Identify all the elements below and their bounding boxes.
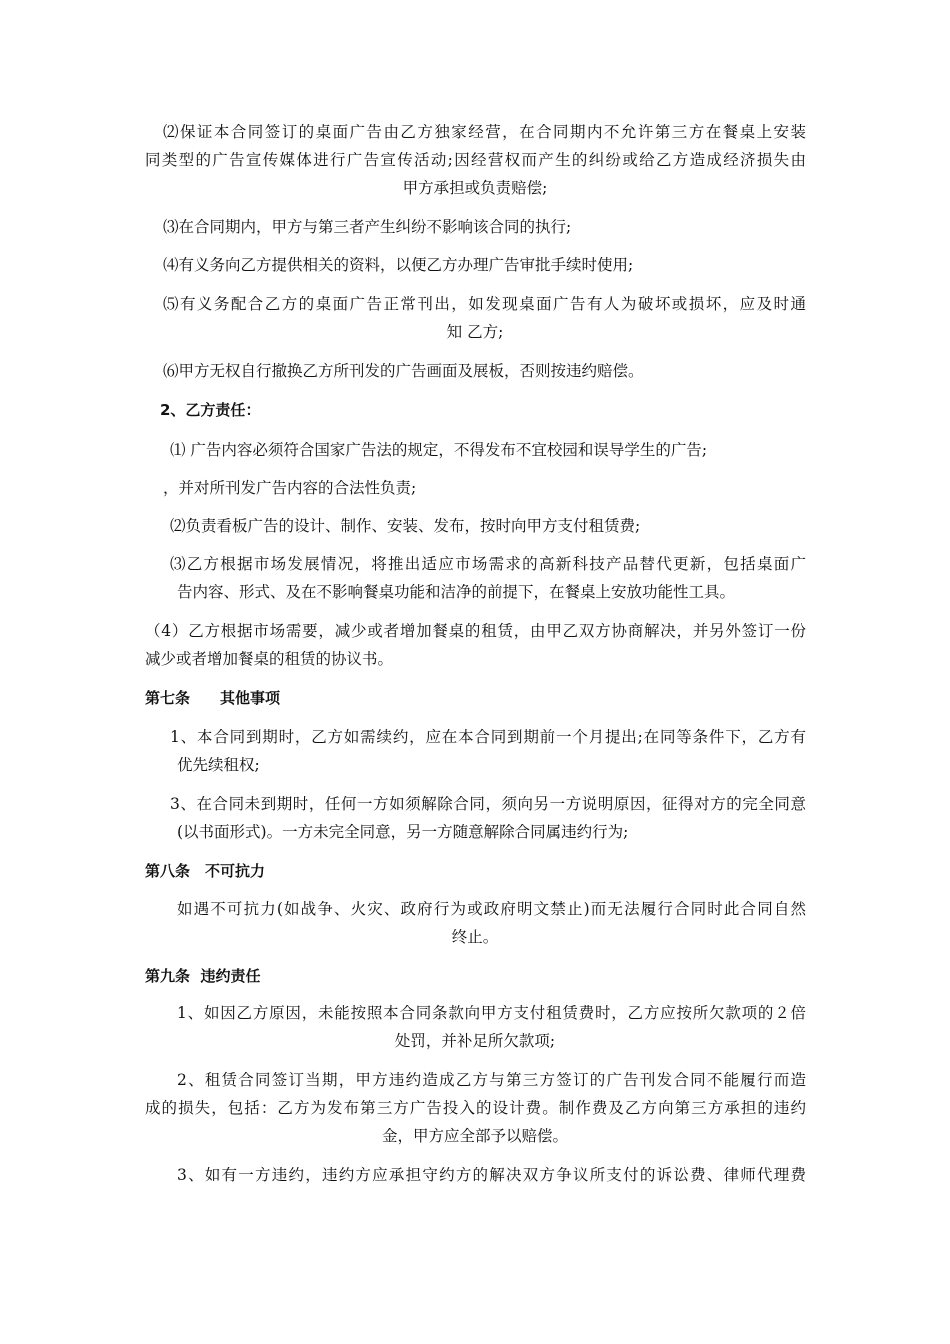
article-9-item-1-line1: 1、如因乙方原因，未能按照本合同条款向甲方支付租赁费时，乙方应按所欠款项的２倍 bbox=[177, 1004, 806, 1022]
article-9-item-2-line1: 2、租赁合同签订当期，甲方违约造成乙方与第三方签订的广告刊发合同不能履行而造 bbox=[177, 1071, 806, 1089]
article-9-item-2-line2: 成的损失，包括：乙方为发布第三方广告投入的设计费。制作费及乙方向第三方承担的违约 bbox=[145, 1099, 806, 1117]
clause-item-2-line1: ⑵保证本合同签订的桌面广告由乙方独家经营，在合同期内不允许第三方在餐桌上安装 bbox=[163, 123, 806, 141]
article-8-body-line2: 终止。 bbox=[451, 928, 499, 946]
party-b-item-4-line1: （4）乙方根据市场需要，减少或者增加餐桌的租赁，由甲乙双方协商解决，并另外签订一份 bbox=[145, 622, 806, 640]
party-b-item-3-line2: 告内容、形式、及在不影响餐桌功能和洁净的前提下，在餐桌上安放功能性工具。 bbox=[177, 583, 736, 601]
clause-item-2-line2: 同类型的广告宣传媒体进行广告宣传活动;因经营权而产生的纠纷或给乙方造成经济损失由 bbox=[145, 151, 806, 169]
article-7-item-1-line1: 1、本合同到期时，乙方如需续约，应在本合同到期前一个月提出;在同等条件下，乙方有 bbox=[170, 728, 806, 746]
clause-item-4: ⑷有义务向乙方提供相关的资料，以便乙方办理广告审批手续时使用; bbox=[163, 256, 634, 274]
clause-item-5-line2: 知 乙方; bbox=[446, 323, 504, 341]
article-7-item-3-line2: (以书面形式)。一方未完全同意，另一方随意解除合同属违约行为; bbox=[177, 823, 629, 841]
party-b-item-3-line1: ⑶乙方根据市场发展情况，将推出适应市场需求的高新科技产品替代更新，包括桌面广 bbox=[170, 555, 806, 573]
party-b-item-4-line2: 减少或者增加餐桌的租赁的协议书。 bbox=[145, 650, 394, 668]
article-8-body-line1: 如遇不可抗力(如战争、火灾、政府行为或政府明文禁止)而无法履行合同时此合同自然 bbox=[177, 900, 806, 918]
section-heading-party-b: 2、乙方责任： bbox=[160, 401, 261, 419]
article-9-item-3-line1: 3、如有一方违约，违约方应承担守约方的解决双方争议所支付的诉讼费、律师代理费 bbox=[177, 1166, 806, 1184]
clause-item-5-line1: ⑸有义务配合乙方的桌面广告正常刊出，如发现桌面广告有人为破坏或损坏，应及时通 bbox=[163, 295, 806, 313]
article-9-item-1-line2: 处罚，并补足所欠款项; bbox=[394, 1032, 556, 1050]
article-9-item-2-line3: 金，甲方应全部予以赔偿。 bbox=[381, 1127, 568, 1145]
clause-item-2-line3: 甲方承担或负责赔偿; bbox=[402, 179, 548, 197]
article-9-heading: 第九条 违约责任 bbox=[145, 967, 261, 985]
clause-item-3: ⑶在合同期内，甲方与第三者产生纠纷不影响该合同的执行; bbox=[163, 218, 572, 236]
party-b-item-1: ⑴ 广告内容必须符合国家广告法的规定，不得发布不宜校园和误导学生的广告; bbox=[170, 441, 708, 459]
party-b-item-2: ⑵负责看板广告的设计、制作、安装、发布，按时向甲方支付租赁费; bbox=[170, 517, 641, 535]
article-7-item-1-line2: 优先续租权; bbox=[177, 756, 260, 774]
article-7-item-3-line1: 3、在合同未到期时，任何一方如须解除合同，须向另一方说明原因，征得对方的完全同意 bbox=[170, 795, 806, 813]
article-8-heading: 第八条 不可抗力 bbox=[145, 862, 266, 880]
party-b-item-1-cont: ，并对所刊发广告内容的合法性负责; bbox=[163, 479, 417, 497]
article-7-heading: 第七条 其他事项 bbox=[145, 689, 281, 707]
clause-item-6: ⑹甲方无权自行撤换乙方所刊发的广告画面及展板，否则按违约赔偿。 bbox=[163, 362, 644, 380]
